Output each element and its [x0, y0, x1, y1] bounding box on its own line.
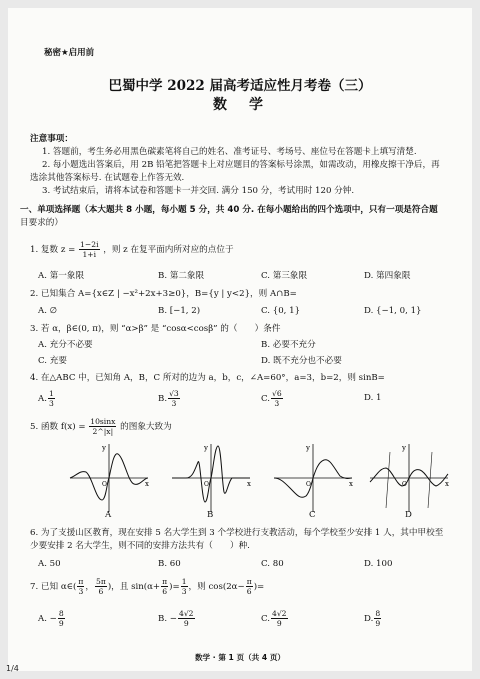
q5-den: 2^|x| — [92, 427, 114, 436]
option — [158, 608, 196, 630]
q7-text: ， — [85, 582, 94, 592]
question-3: 3. 若 α，β∈(0, π)，则 “α>β” 是 “cosα<cosβ” 的（ ）条件 — [30, 324, 281, 334]
option-label: A. — [38, 394, 47, 404]
origin-label: O — [204, 481, 209, 488]
q5-post: 的图象大致为 — [120, 422, 172, 432]
frac-num: 4√2 — [272, 609, 287, 618]
frac-num: π — [246, 577, 252, 586]
option: A. ∅ — [38, 306, 58, 316]
y-label: y — [306, 444, 310, 452]
secret-label: 秘密★启用前 — [44, 48, 95, 58]
q5-pre: 5. 函数 f(x) = — [30, 422, 86, 432]
notice-item: 2. 每小题选出答案后，用 2B 铅笔把答题卡上对应题目的答案标号涂黑，如需改动，用橡皮擦干净后，再 — [42, 160, 440, 170]
option: B. 60 — [158, 559, 181, 569]
frac-den: 9 — [276, 619, 282, 628]
option-label: C. — [261, 614, 271, 624]
q1-pre: 1. 复数 z = — [30, 245, 76, 255]
question-4: 4. 在△ABC 中，已知角 A，B，C 所对的边为 a，b，c，∠A=60°，a=3，b=2，则 sinB= — [30, 373, 385, 383]
frac-den: 6 — [162, 587, 168, 596]
graph-d — [366, 442, 452, 514]
option — [38, 608, 66, 630]
option-fraction — [168, 389, 180, 408]
exam-page — [8, 8, 472, 671]
option-fraction — [374, 609, 381, 628]
notice-item: 3. 考试结束后，请将本试卷和答题卡一并交回. 满分 150 分，考试用时 120 分钟. — [42, 186, 355, 196]
section-heading-line2: 目要求的） — [20, 218, 63, 228]
section-heading-line1: 一、单项选择题（本大题共 8 小题，每小题 5 分，共 40 分. 在每小题给出的四个选项中，只有一项是符合题 — [20, 205, 438, 215]
x-label: x — [145, 480, 149, 488]
y-label: y — [204, 444, 208, 452]
graph-b-plot — [168, 442, 254, 514]
frac-num: 8 — [58, 609, 64, 618]
question-7 — [30, 576, 264, 598]
x-label: x — [445, 480, 449, 488]
option: C. 充要 — [38, 356, 67, 366]
option-fraction — [48, 389, 55, 408]
option: C. {0, 1} — [261, 306, 301, 316]
frac-num: 5π — [95, 577, 106, 586]
question-2: 2. 已知集合 A={x∈Z | −x²+2x+3≥0}，B={y | y<2}，则 A∩B= — [30, 289, 297, 299]
frac-den: 9 — [58, 619, 64, 628]
option-label: C. — [261, 394, 271, 404]
option: D. 1 — [364, 393, 382, 403]
q5-fraction — [89, 417, 116, 436]
origin-label: O — [402, 481, 407, 488]
section-heading — [20, 205, 438, 216]
q1-post: ，则 z 在复平面内所对应的点位于 — [103, 245, 234, 255]
question-6-line2: 少要安排 2 名大学生，则不同的安排方法共有（ ）种. — [30, 541, 250, 551]
notice-item: 选涂其他答案标号. 在试题卷上作答无效. — [30, 173, 185, 183]
option — [261, 388, 284, 410]
option: D. 第四象限 — [364, 271, 411, 281]
q7-frac — [77, 577, 84, 596]
origin-label: O — [102, 481, 107, 488]
q7-frac — [246, 577, 253, 596]
option-label: A. − — [38, 614, 57, 624]
origin-label: O — [306, 481, 311, 488]
notice-heading: 注意事项： — [30, 134, 73, 144]
notice-item: 1. 答题前，考生务必用黑色碳素笔将自己的姓名、准考证号、考场号、座位号在答题卡上填写清楚. — [42, 147, 417, 157]
option: B. 第二象限 — [158, 271, 205, 281]
option — [38, 388, 56, 410]
option: C. 第三象限 — [261, 271, 308, 281]
option: A. 第一象限 — [38, 271, 85, 281]
q7-text: 7. 已知 α∈( — [30, 582, 77, 592]
option: A. 50 — [38, 559, 61, 569]
graph-a — [66, 442, 152, 514]
page-footer: 数学 · 第 1 页（共 4 页） — [194, 653, 286, 662]
q7-text: )= — [253, 582, 265, 592]
graph-a-plot — [66, 442, 152, 514]
option-label: D. — [364, 614, 374, 624]
option: A. 充分不必要 — [38, 340, 93, 350]
frac-num: π — [78, 577, 84, 586]
option — [261, 608, 289, 630]
option-label: B. − — [158, 614, 177, 624]
frac-den: 3 — [171, 399, 177, 408]
graph-d-plot — [366, 442, 452, 514]
graph-c — [270, 442, 356, 514]
option-fraction — [271, 609, 288, 628]
option-fraction — [178, 609, 195, 628]
option: B. [−1, 2) — [158, 306, 201, 316]
q1-fraction — [79, 240, 99, 259]
asymptote — [428, 452, 432, 508]
q7-frac — [181, 577, 188, 596]
option: C. 80 — [261, 559, 284, 569]
frac-num: π — [162, 577, 168, 586]
y-label: y — [102, 444, 106, 452]
x-label: x — [349, 480, 353, 488]
option-fraction — [58, 609, 65, 628]
q7-text: )= — [169, 582, 180, 592]
frac-num: 1 — [181, 577, 187, 586]
option: D. 100 — [364, 559, 393, 569]
question-5 — [30, 417, 172, 437]
question-6-line1: 6. 为了支援山区教育，现在安排 5 名大学生到 3 个学校进行支教活动，每个学校至少安排 1 人，其中甲校至 — [30, 528, 444, 538]
q7-text: )，且 sin(α+ — [107, 582, 161, 592]
frac-num: 4√2 — [178, 609, 194, 618]
option-fraction — [271, 389, 283, 408]
frac-den: 3 — [48, 399, 54, 408]
graph-label: A — [105, 510, 112, 520]
graph-label: D — [405, 510, 412, 520]
question-1 — [30, 240, 234, 260]
frac-den: 3 — [78, 587, 84, 596]
frac-den: 9 — [375, 619, 381, 628]
frac-den: 3 — [274, 399, 280, 408]
exam-title: 巴蜀中学 2022 届高考适应性月考卷（三） — [108, 78, 372, 94]
q7-frac — [95, 577, 107, 596]
frac-den: 6 — [98, 587, 104, 596]
option-label: B. — [158, 394, 168, 404]
graph-b — [168, 442, 254, 514]
q7-frac — [161, 577, 168, 596]
y-label: y — [402, 444, 406, 452]
graph-c-plot — [270, 442, 356, 514]
frac-den: 3 — [181, 587, 187, 596]
frac-num: 1 — [48, 389, 54, 398]
asymptote — [386, 452, 390, 508]
option — [364, 608, 382, 630]
frac-den: 9 — [183, 619, 189, 628]
option — [158, 388, 181, 410]
subject-title: 数 学 — [213, 97, 267, 113]
option: D. 既不充分也不必要 — [261, 356, 342, 366]
graph-label: C — [309, 510, 316, 520]
frac-num: √3 — [169, 389, 179, 398]
frac-num: √6 — [272, 389, 282, 398]
option: D. {−1, 0, 1} — [364, 306, 422, 316]
viewer-page-indicator: 1/4 — [6, 664, 19, 673]
frac-den: 6 — [246, 587, 252, 596]
graph-label: B — [207, 510, 214, 520]
q1-num: 1−2i — [80, 240, 99, 249]
frac-num: 8 — [375, 609, 381, 618]
q7-text: ，则 cos(2α− — [188, 582, 245, 592]
q5-num: 10sinx — [90, 417, 116, 426]
q1-den: 1+i — [82, 250, 97, 259]
x-label: x — [247, 480, 251, 488]
option: B. 必要不充分 — [261, 340, 316, 350]
